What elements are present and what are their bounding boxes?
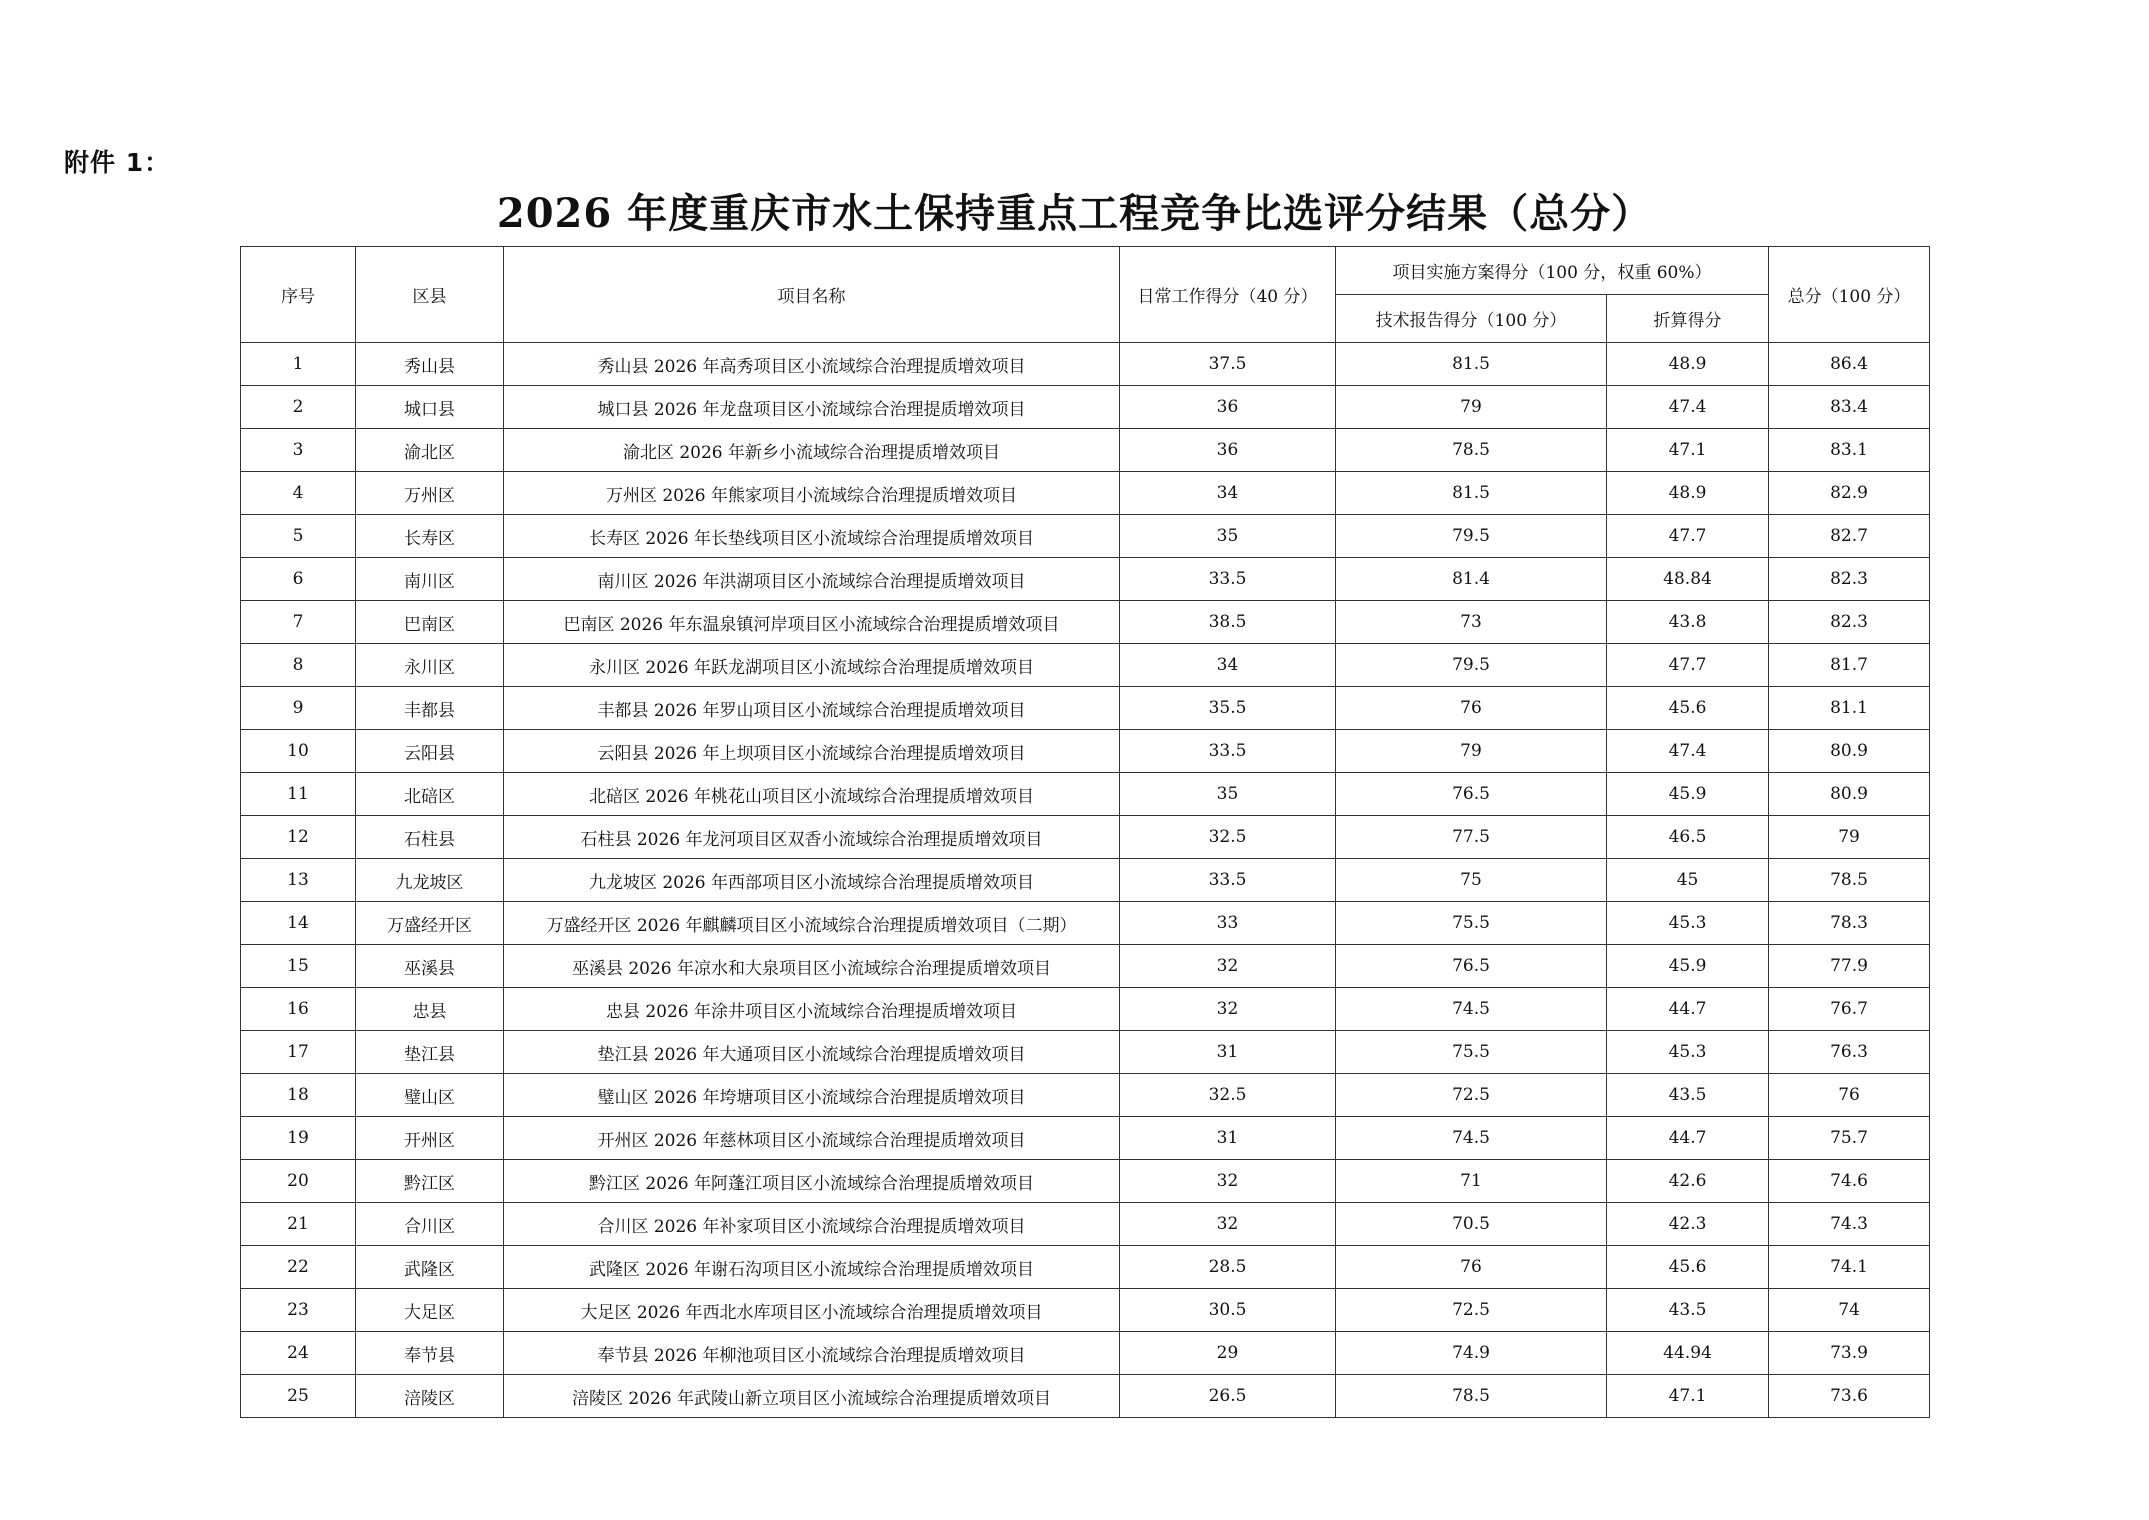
cell-daily: 35.5 — [1120, 687, 1336, 730]
cell-county: 石柱县 — [356, 816, 504, 859]
cell-daily: 32 — [1120, 945, 1336, 988]
table-row — [241, 945, 1930, 988]
cell-converted: 46.5 — [1607, 816, 1769, 859]
cell-project: 大足区 2026 年西北水库项目区小流域综合治理提质增效项目 — [504, 1289, 1120, 1332]
cell-total: 75.7 — [1769, 1117, 1930, 1160]
cell-project: 巫溪县 2026 年凉水和大泉项目区小流域综合治理提质增效项目 — [504, 945, 1120, 988]
cell-converted: 43.5 — [1607, 1074, 1769, 1117]
cell-daily: 34 — [1120, 644, 1336, 687]
cell-total: 74.3 — [1769, 1203, 1930, 1246]
cell-daily: 35 — [1120, 515, 1336, 558]
header-daily: 日常工作得分（40 分） — [1120, 247, 1336, 343]
cell-daily: 33.5 — [1120, 859, 1336, 902]
cell-county: 璧山区 — [356, 1074, 504, 1117]
cell-seq: 2 — [241, 386, 356, 429]
cell-daily: 36 — [1120, 386, 1336, 429]
cell-seq: 9 — [241, 687, 356, 730]
cell-tech: 78.5 — [1336, 429, 1607, 472]
cell-seq: 12 — [241, 816, 356, 859]
cell-tech: 76.5 — [1336, 773, 1607, 816]
table-row — [241, 988, 1930, 1031]
cell-converted: 48.9 — [1607, 472, 1769, 515]
cell-project: 南川区 2026 年洪湖项目区小流域综合治理提质增效项目 — [504, 558, 1120, 601]
table-row — [241, 859, 1930, 902]
cell-tech: 73 — [1336, 601, 1607, 644]
cell-project: 永川区 2026 年跃龙湖项目区小流域综合治理提质增效项目 — [504, 644, 1120, 687]
cell-seq: 22 — [241, 1246, 356, 1289]
cell-converted: 47.1 — [1607, 1375, 1769, 1418]
cell-tech: 77.5 — [1336, 816, 1607, 859]
cell-total: 82.7 — [1769, 515, 1930, 558]
cell-converted: 45.9 — [1607, 773, 1769, 816]
cell-seq: 7 — [241, 601, 356, 644]
cell-daily: 28.5 — [1120, 1246, 1336, 1289]
cell-county: 涪陵区 — [356, 1375, 504, 1418]
cell-tech: 75.5 — [1336, 902, 1607, 945]
cell-seq: 16 — [241, 988, 356, 1031]
header-tech: 技术报告得分（100 分） — [1336, 295, 1607, 343]
cell-seq: 8 — [241, 644, 356, 687]
cell-county: 云阳县 — [356, 730, 504, 773]
cell-county: 开州区 — [356, 1117, 504, 1160]
cell-tech: 71 — [1336, 1160, 1607, 1203]
cell-county: 渝北区 — [356, 429, 504, 472]
cell-total: 74 — [1769, 1289, 1930, 1332]
table-row — [241, 644, 1930, 687]
table-row — [241, 601, 1930, 644]
cell-total: 77.9 — [1769, 945, 1930, 988]
cell-seq: 17 — [241, 1031, 356, 1074]
cell-daily: 30.5 — [1120, 1289, 1336, 1332]
table-row — [241, 1375, 1930, 1418]
cell-tech: 74.5 — [1336, 988, 1607, 1031]
page-title: 2026 年度重庆市水土保持重点工程竞争比选评分结果（总分） — [496, 190, 1653, 237]
cell-converted: 47.7 — [1607, 515, 1769, 558]
cell-total: 78.3 — [1769, 902, 1930, 945]
cell-converted: 45.6 — [1607, 687, 1769, 730]
cell-converted: 44.94 — [1607, 1332, 1769, 1375]
cell-project: 武隆区 2026 年谢石沟项目区小流域综合治理提质增效项目 — [504, 1246, 1120, 1289]
cell-county: 秀山县 — [356, 343, 504, 386]
table-row — [241, 429, 1930, 472]
cell-converted: 47.4 — [1607, 730, 1769, 773]
cell-project: 黔江区 2026 年阿蓬江项目区小流域综合治理提质增效项目 — [504, 1160, 1120, 1203]
cell-daily: 29 — [1120, 1332, 1336, 1375]
header-total: 总分（100 分） — [1769, 247, 1930, 343]
cell-total: 83.1 — [1769, 429, 1930, 472]
cell-project: 合川区 2026 年补家项目区小流域综合治理提质增效项目 — [504, 1203, 1120, 1246]
cell-county: 大足区 — [356, 1289, 504, 1332]
cell-daily: 33.5 — [1120, 558, 1336, 601]
cell-project: 北碚区 2026 年桃花山项目区小流域综合治理提质增效项目 — [504, 773, 1120, 816]
cell-total: 81.1 — [1769, 687, 1930, 730]
table-body — [241, 343, 1930, 1418]
cell-converted: 47.4 — [1607, 386, 1769, 429]
table-header — [241, 247, 1930, 343]
table-row — [241, 816, 1930, 859]
cell-total: 76.7 — [1769, 988, 1930, 1031]
cell-total: 79 — [1769, 816, 1930, 859]
cell-county: 巫溪县 — [356, 945, 504, 988]
header-plan-group: 项目实施方案得分（100 分，权重 60%） — [1336, 247, 1769, 295]
score-table — [240, 246, 1930, 1418]
cell-tech: 76 — [1336, 1246, 1607, 1289]
cell-project: 垫江县 2026 年大通项目区小流域综合治理提质增效项目 — [504, 1031, 1120, 1074]
cell-county: 垫江县 — [356, 1031, 504, 1074]
cell-converted: 47.7 — [1607, 644, 1769, 687]
cell-project: 璧山区 2026 年垮塘项目区小流域综合治理提质增效项目 — [504, 1074, 1120, 1117]
cell-seq: 20 — [241, 1160, 356, 1203]
cell-county: 城口县 — [356, 386, 504, 429]
header-seq: 序号 — [241, 247, 356, 343]
cell-seq: 3 — [241, 429, 356, 472]
cell-project: 万州区 2026 年熊家项目小流域综合治理提质增效项目 — [504, 472, 1120, 515]
cell-converted: 45.3 — [1607, 902, 1769, 945]
cell-project: 万盛经开区 2026 年麒麟项目区小流域综合治理提质增效项目（二期） — [504, 902, 1120, 945]
table-row — [241, 1246, 1930, 1289]
table-row — [241, 1031, 1930, 1074]
cell-seq: 21 — [241, 1203, 356, 1246]
cell-converted: 44.7 — [1607, 988, 1769, 1031]
cell-daily: 37.5 — [1120, 343, 1336, 386]
cell-tech: 76 — [1336, 687, 1607, 730]
cell-county: 永川区 — [356, 644, 504, 687]
cell-converted: 42.6 — [1607, 1160, 1769, 1203]
cell-converted: 45.6 — [1607, 1246, 1769, 1289]
cell-county: 南川区 — [356, 558, 504, 601]
cell-county: 丰都县 — [356, 687, 504, 730]
table-row — [241, 730, 1930, 773]
table-row — [241, 343, 1930, 386]
cell-daily: 32 — [1120, 988, 1336, 1031]
cell-county: 长寿区 — [356, 515, 504, 558]
cell-seq: 15 — [241, 945, 356, 988]
cell-converted: 43.8 — [1607, 601, 1769, 644]
header-county: 区县 — [356, 247, 504, 343]
table-row — [241, 773, 1930, 816]
cell-tech: 75 — [1336, 859, 1607, 902]
cell-project: 石柱县 2026 年龙河项目区双香小流域综合治理提质增效项目 — [504, 816, 1120, 859]
cell-county: 奉节县 — [356, 1332, 504, 1375]
cell-daily: 34 — [1120, 472, 1336, 515]
cell-seq: 11 — [241, 773, 356, 816]
cell-daily: 32 — [1120, 1160, 1336, 1203]
cell-total: 73.6 — [1769, 1375, 1930, 1418]
cell-seq: 6 — [241, 558, 356, 601]
cell-county: 忠县 — [356, 988, 504, 1031]
cell-total: 76 — [1769, 1074, 1930, 1117]
cell-daily: 32.5 — [1120, 816, 1336, 859]
cell-total: 74.6 — [1769, 1160, 1930, 1203]
cell-seq: 13 — [241, 859, 356, 902]
cell-project: 长寿区 2026 年长垫线项目区小流域综合治理提质增效项目 — [504, 515, 1120, 558]
cell-daily: 35 — [1120, 773, 1336, 816]
cell-tech: 74.5 — [1336, 1117, 1607, 1160]
cell-tech: 75.5 — [1336, 1031, 1607, 1074]
table-row — [241, 472, 1930, 515]
cell-project: 云阳县 2026 年上坝项目区小流域综合治理提质增效项目 — [504, 730, 1120, 773]
table-row — [241, 1289, 1930, 1332]
cell-seq: 1 — [241, 343, 356, 386]
cell-total: 82.9 — [1769, 472, 1930, 515]
attachment-label: 附件 1： — [64, 148, 171, 177]
cell-converted: 44.7 — [1607, 1117, 1769, 1160]
cell-county: 黔江区 — [356, 1160, 504, 1203]
cell-tech: 81.4 — [1336, 558, 1607, 601]
table-row — [241, 1203, 1930, 1246]
cell-seq: 18 — [241, 1074, 356, 1117]
cell-tech: 78.5 — [1336, 1375, 1607, 1418]
table-row — [241, 902, 1930, 945]
cell-county: 万州区 — [356, 472, 504, 515]
cell-seq: 5 — [241, 515, 356, 558]
cell-county: 武隆区 — [356, 1246, 504, 1289]
cell-tech: 81.5 — [1336, 472, 1607, 515]
cell-county: 九龙坡区 — [356, 859, 504, 902]
cell-daily: 38.5 — [1120, 601, 1336, 644]
cell-converted: 48.84 — [1607, 558, 1769, 601]
table-row — [241, 558, 1930, 601]
cell-tech: 81.5 — [1336, 343, 1607, 386]
cell-total: 80.9 — [1769, 730, 1930, 773]
table-row — [241, 1074, 1930, 1117]
cell-seq: 4 — [241, 472, 356, 515]
cell-total: 82.3 — [1769, 558, 1930, 601]
cell-total: 83.4 — [1769, 386, 1930, 429]
cell-project: 秀山县 2026 年高秀项目区小流域综合治理提质增效项目 — [504, 343, 1120, 386]
table-row — [241, 1160, 1930, 1203]
cell-seq: 24 — [241, 1332, 356, 1375]
table-row — [241, 386, 1930, 429]
cell-project: 奉节县 2026 年柳池项目区小流域综合治理提质增效项目 — [504, 1332, 1120, 1375]
cell-project: 开州区 2026 年慈林项目区小流域综合治理提质增效项目 — [504, 1117, 1120, 1160]
cell-daily: 31 — [1120, 1117, 1336, 1160]
cell-converted: 48.9 — [1607, 343, 1769, 386]
table-row — [241, 687, 1930, 730]
cell-project: 九龙坡区 2026 年西部项目区小流域综合治理提质增效项目 — [504, 859, 1120, 902]
table-row — [241, 1117, 1930, 1160]
cell-project: 忠县 2026 年涂井项目区小流域综合治理提质增效项目 — [504, 988, 1120, 1031]
cell-tech: 76.5 — [1336, 945, 1607, 988]
cell-daily: 26.5 — [1120, 1375, 1336, 1418]
cell-seq: 19 — [241, 1117, 356, 1160]
cell-seq: 25 — [241, 1375, 356, 1418]
cell-project: 城口县 2026 年龙盘项目区小流域综合治理提质增效项目 — [504, 386, 1120, 429]
cell-converted: 42.3 — [1607, 1203, 1769, 1246]
cell-converted: 45.3 — [1607, 1031, 1769, 1074]
cell-daily: 33.5 — [1120, 730, 1336, 773]
cell-total: 80.9 — [1769, 773, 1930, 816]
cell-project: 巴南区 2026 年东温泉镇河岸项目区小流域综合治理提质增效项目 — [504, 601, 1120, 644]
cell-total: 74.1 — [1769, 1246, 1930, 1289]
cell-tech: 79.5 — [1336, 644, 1607, 687]
cell-project: 涪陵区 2026 年武陵山新立项目区小流域综合治理提质增效项目 — [504, 1375, 1120, 1418]
cell-tech: 79.5 — [1336, 515, 1607, 558]
cell-tech: 70.5 — [1336, 1203, 1607, 1246]
cell-tech: 79 — [1336, 730, 1607, 773]
table-row — [241, 515, 1930, 558]
header-project: 项目名称 — [504, 247, 1120, 343]
cell-tech: 72.5 — [1336, 1074, 1607, 1117]
cell-project: 渝北区 2026 年新乡小流域综合治理提质增效项目 — [504, 429, 1120, 472]
cell-daily: 33 — [1120, 902, 1336, 945]
cell-county: 合川区 — [356, 1203, 504, 1246]
cell-converted: 45 — [1607, 859, 1769, 902]
cell-converted: 47.1 — [1607, 429, 1769, 472]
cell-daily: 36 — [1120, 429, 1336, 472]
cell-tech: 74.9 — [1336, 1332, 1607, 1375]
cell-tech: 72.5 — [1336, 1289, 1607, 1332]
cell-seq: 14 — [241, 902, 356, 945]
cell-converted: 45.9 — [1607, 945, 1769, 988]
cell-total: 82.3 — [1769, 601, 1930, 644]
cell-tech: 79 — [1336, 386, 1607, 429]
cell-county: 万盛经开区 — [356, 902, 504, 945]
cell-converted: 43.5 — [1607, 1289, 1769, 1332]
cell-daily: 31 — [1120, 1031, 1336, 1074]
header-converted: 折算得分 — [1607, 295, 1769, 343]
cell-total: 73.9 — [1769, 1332, 1930, 1375]
cell-county: 巴南区 — [356, 601, 504, 644]
cell-project: 丰都县 2026 年罗山项目区小流域综合治理提质增效项目 — [504, 687, 1120, 730]
table-row — [241, 1332, 1930, 1375]
cell-total: 78.5 — [1769, 859, 1930, 902]
cell-total: 81.7 — [1769, 644, 1930, 687]
cell-total: 76.3 — [1769, 1031, 1930, 1074]
cell-seq: 10 — [241, 730, 356, 773]
cell-seq: 23 — [241, 1289, 356, 1332]
cell-county: 北碚区 — [356, 773, 504, 816]
cell-total: 86.4 — [1769, 343, 1930, 386]
cell-daily: 32 — [1120, 1203, 1336, 1246]
cell-daily: 32.5 — [1120, 1074, 1336, 1117]
